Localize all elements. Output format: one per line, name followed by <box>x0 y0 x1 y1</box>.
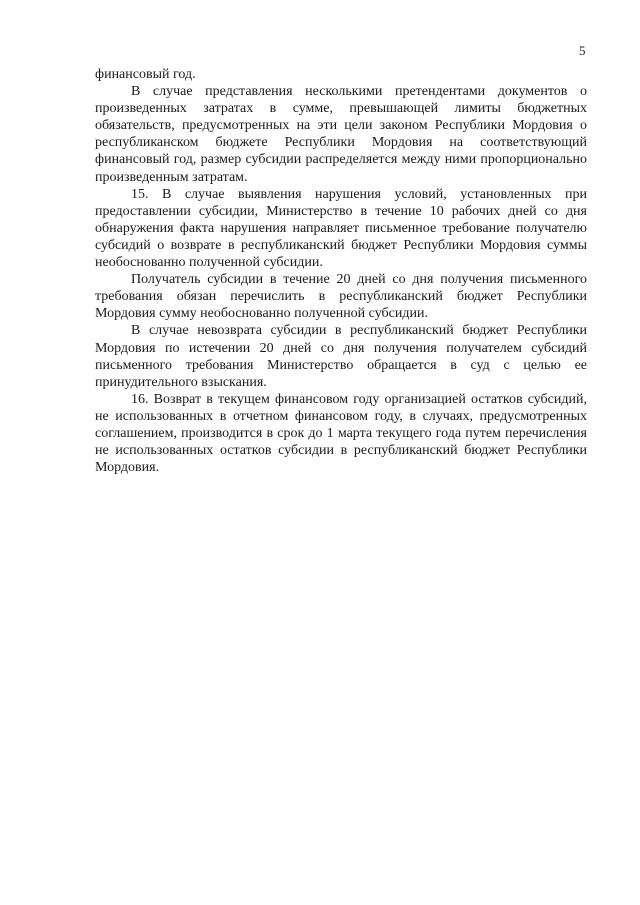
paragraph-recipient-obligation: Получатель субсидии в течение 20 дней со дня получения письменного требования обязан перечислить в республиканский бюджет Республики Мордовия сумму необоснованно полученной субсидии. <box>95 272 587 322</box>
paragraph-15-violation: 15. В случае выявления нарушения условий, установленных при предоставлении субсидии, Министерство в течение 10 рабочих дней со дня обнаружения факта нарушения направляет письменное требование получателю субсидий о возврате в республиканский бюджет Республики Мордовия суммы необоснованно полученной субсидии. <box>95 186 587 271</box>
paragraph-non-return: В случае невозврата субсидии в республиканский бюджет Республики Мордовия по истечении 20 дней со дня получения получателем субсидий письменного требования Министерство обращается в суд с целью ее принудительного взыскания. <box>95 323 587 390</box>
page-number: 5 <box>579 43 586 58</box>
paragraph-proportional-distribution: В случае представления несколькими претендентами документов о произведенных затратах в сумме, превышающей лимиты бюджетных обязательств, предусмотренных на эти цели законом Республики Мордовия о республиканском бюджете Республики Мордовия на соответствующий финансовый год, размер субсидии распределяется между ними пропорционально произведенным затратам. <box>95 84 587 185</box>
paragraph-continuation: финансовый год. <box>95 67 196 82</box>
paragraph-16-return: 16. Возврат в текущем финансовом году организацией остатков субсидий, не использованных в отчетном финансовом году, в случаях, предусмотренных соглашением, производится в срок до 1 марта текущего года путем перечисления не использованных остатков субсидии в республиканский бюджет Республики Мордовия. <box>95 391 587 476</box>
document-body <box>95 66 587 476</box>
